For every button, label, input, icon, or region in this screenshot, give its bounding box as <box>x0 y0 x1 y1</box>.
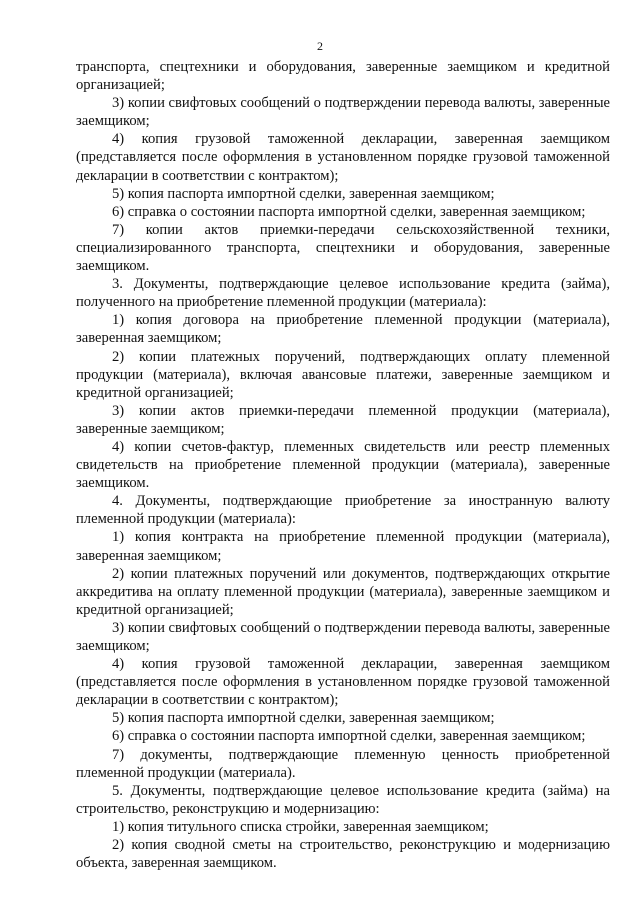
paragraph-item-4-6: 6) справка о состоянии паспорта импортной сделки, заверенная заемщиком; <box>112 728 586 745</box>
paragraph-item-2-6: 6) справка о состоянии паспорта импортной сделки, заверенная заемщиком; <box>112 203 586 220</box>
page-number: 2 <box>317 39 323 53</box>
document-body <box>76 58 610 872</box>
section-4-heading: 4. Документы, подтверждающие приобретение за иностранную валюту племенной продукции (материала): <box>76 493 610 528</box>
paragraph-item-4-4: 4) копия грузовой таможенной декларации, заверенная заемщиком (представляется после оформления в установленном порядке грузовой таможенной декларации в соответствии с контрактом); <box>76 656 610 709</box>
paragraph-item-4-7: 7) документы, подтверждающие племенную ценность приобретенной племенной продукции (материала). <box>76 746 610 781</box>
paragraph-item-5-2: 2) копия сводной сметы на строительство, реконструкцию и модернизацию объекта, заверенная заемщиком. <box>76 837 610 872</box>
paragraph-item-4-2: 2) копии платежных поручений или документов, подтверждающих открытие аккредитива на оплату племенной продукции (материала), заверенные заемщиком и кредитной организацией; <box>76 565 610 618</box>
paragraph-item-4-3: 3) копии свифтовых сообщений о подтверждении перевода валюты, заверенные заемщиком; <box>76 619 610 654</box>
paragraph-continuation: транспорта, спецтехники и оборудования, заверенные заемщиком и кредитной организацией; <box>76 59 610 94</box>
paragraph-item-5-1: 1) копия титульного списка стройки, заверенная заемщиком; <box>112 818 489 835</box>
section-3-heading: 3. Документы, подтверждающие целевое использование кредита (займа), полученного на приобретение племенной продукции (материала): <box>76 276 610 311</box>
paragraph-item-2-7: 7) копии актов приемки-передачи сельскохозяйственной техники, специализированного транспорта, спецтехники и оборудования, заверенные заемщиком. <box>76 221 610 275</box>
paragraph-item-2-3: 3) копии свифтовых сообщений о подтверждении перевода валюты, заверенные заемщиком; <box>76 95 610 130</box>
paragraph-item-3-3: 3) копии актов приемки-передачи племенной продукции (материала), заверенные заемщиком; <box>76 402 610 437</box>
paragraph-item-2-5: 5) копия паспорта импортной сделки, заверенная заемщиком; <box>112 185 495 202</box>
paragraph-item-4-1: 1) копия контракта на приобретение племенной продукции (материала), заверенная заемщиком; <box>76 529 610 564</box>
paragraph-item-4-5: 5) копия паспорта импортной сделки, заверенная заемщиком; <box>112 710 495 727</box>
paragraph-item-2-4: 4) копия грузовой таможенной декларации, заверенная заемщиком (представляется после оформления в установленном порядке грузовой таможенной декларации в соответствии с контрактом); <box>76 131 610 184</box>
paragraph-item-3-1: 1) копия договора на приобретение племенной продукции (материала), заверенная заемщиком; <box>76 312 610 347</box>
section-5-heading: 5. Документы, подтверждающие целевое использование кредита (займа) на строительство, реконструкцию и модернизацию: <box>76 782 610 817</box>
paragraph-item-3-2: 2) копии платежных поручений, подтверждающих оплату племенной продукции (материала), включая авансовые платежи, заверенные заемщиком и кредитной организацией; <box>76 348 610 401</box>
paragraph-item-3-4: 4) копии счетов-фактур, племенных свидетельств или реестр племенных свидетельств на приобретение племенной продукции (материала), заверенные заемщиком. <box>76 438 610 492</box>
